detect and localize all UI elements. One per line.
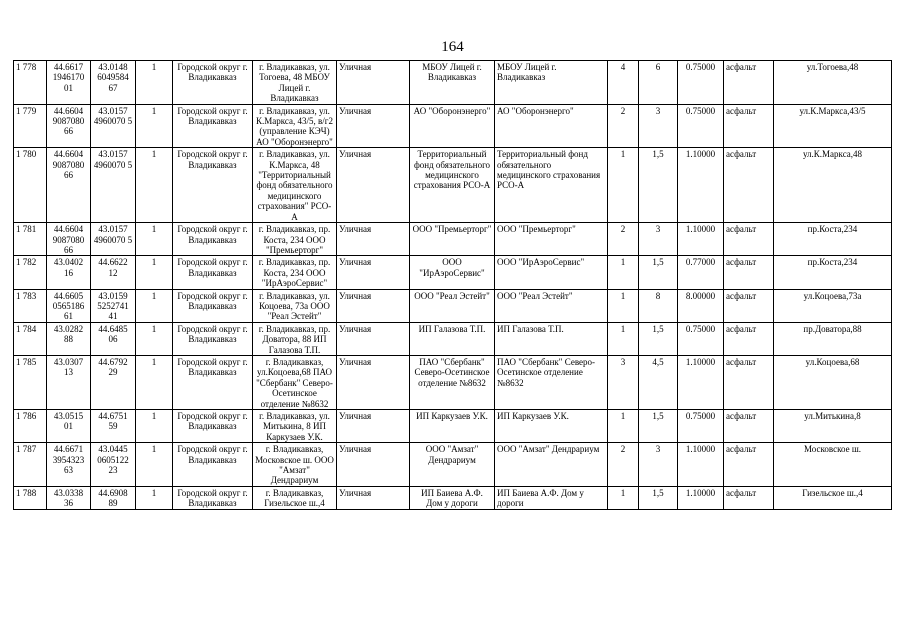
owner-cell: ИП Галазова Т.П. bbox=[410, 322, 495, 355]
district-cell: Городской округ г. Владикавказ bbox=[173, 256, 253, 289]
area-cell: 0.77000 bbox=[678, 256, 724, 289]
table-row bbox=[14, 148, 892, 223]
volume-cell: 1,5 bbox=[639, 322, 678, 355]
container-count-cell: 2 bbox=[608, 223, 639, 256]
address-cell: г. Владикавказ, ул. К.Маркса, 48 "Территориальный фонд обязательного медицинского страхования" РСО-А bbox=[253, 148, 337, 223]
operator-cell: ООО "Реал Эстейт" bbox=[495, 289, 608, 322]
location-cell: ул.К.Маркса,48 bbox=[774, 148, 892, 223]
table-row bbox=[14, 289, 892, 322]
longitude-cell: 43.0157 4960070 5 bbox=[91, 223, 136, 256]
operator-cell: ИП Баиева А.Ф. Дом у дороги bbox=[495, 486, 608, 509]
unit-cell: 1 bbox=[136, 61, 173, 105]
surface-cell: асфальт bbox=[724, 322, 774, 355]
table-row bbox=[14, 61, 892, 105]
table-row bbox=[14, 104, 892, 148]
longitude-cell: 43.0157 4960070 5 bbox=[91, 148, 136, 223]
longitude-cell: 43.0148 6049584 67 bbox=[91, 61, 136, 105]
district-cell: Городской округ г. Владикавказ bbox=[173, 223, 253, 256]
table-row bbox=[14, 443, 892, 487]
operator-cell: ООО "Премьерторг" bbox=[495, 223, 608, 256]
owner-cell: ИП Каркузаев У.К. bbox=[410, 410, 495, 443]
container-count-cell: 1 bbox=[608, 289, 639, 322]
row-number: 1 782 bbox=[14, 256, 47, 289]
area-cell: 0.75000 bbox=[678, 104, 724, 148]
type-cell: Уличная bbox=[337, 61, 410, 105]
unit-cell: 1 bbox=[136, 486, 173, 509]
location-cell: Московское ш. bbox=[774, 443, 892, 487]
owner-cell: ООО "Реал Эстейт" bbox=[410, 289, 495, 322]
longitude-cell: 43.0157 4960070 5 bbox=[91, 104, 136, 148]
surface-cell: асфальт bbox=[724, 486, 774, 509]
row-number: 1 788 bbox=[14, 486, 47, 509]
longitude-cell: 44.6908 89 bbox=[91, 486, 136, 509]
operator-cell: ИП Каркузаев У.К. bbox=[495, 410, 608, 443]
table-row bbox=[14, 355, 892, 409]
row-number: 1 779 bbox=[14, 104, 47, 148]
row-number: 1 778 bbox=[14, 61, 47, 105]
area-cell: 1.10000 bbox=[678, 486, 724, 509]
address-cell: г. Владикавказ, ул. К.Маркса, 43/5, в/г2 (управление КЭЧ) АО "Оборонэнерго" bbox=[253, 104, 337, 148]
area-cell: 1.10000 bbox=[678, 223, 724, 256]
type-cell: Уличная bbox=[337, 486, 410, 509]
type-cell: Уличная bbox=[337, 104, 410, 148]
unit-cell: 1 bbox=[136, 256, 173, 289]
surface-cell: асфальт bbox=[724, 61, 774, 105]
container-count-cell: 2 bbox=[608, 443, 639, 487]
address-cell: г. Владикавказ, ул.Коцоева,68 ПАО "Сбербанк" Северо-Осетинское отделение №8632 bbox=[253, 355, 337, 409]
location-cell: ул.Коцоева,73а bbox=[774, 289, 892, 322]
district-cell: Городской округ г. Владикавказ bbox=[173, 104, 253, 148]
table-row bbox=[14, 486, 892, 509]
surface-cell: асфальт bbox=[724, 223, 774, 256]
volume-cell: 1,5 bbox=[639, 148, 678, 223]
row-number: 1 785 bbox=[14, 355, 47, 409]
latitude-cell: 44.6671 3954323 63 bbox=[47, 443, 91, 487]
row-number: 1 781 bbox=[14, 223, 47, 256]
type-cell: Уличная bbox=[337, 148, 410, 223]
operator-cell: Территориальный фонд обязательного медицинского страхования РСО-А bbox=[495, 148, 608, 223]
container-count-cell: 1 bbox=[608, 486, 639, 509]
unit-cell: 1 bbox=[136, 148, 173, 223]
volume-cell: 4,5 bbox=[639, 355, 678, 409]
type-cell: Уличная bbox=[337, 410, 410, 443]
container-count-cell: 1 bbox=[608, 322, 639, 355]
type-cell: Уличная bbox=[337, 256, 410, 289]
operator-cell: АО "Оборонэнерго" bbox=[495, 104, 608, 148]
volume-cell: 1,5 bbox=[639, 410, 678, 443]
row-number: 1 784 bbox=[14, 322, 47, 355]
district-cell: Городской округ г. Владикавказ bbox=[173, 443, 253, 487]
volume-cell: 3 bbox=[639, 223, 678, 256]
owner-cell: ООО "ИрАэроСервис" bbox=[410, 256, 495, 289]
district-cell: Городской округ г. Владикавказ bbox=[173, 322, 253, 355]
unit-cell: 1 bbox=[136, 104, 173, 148]
container-count-cell: 2 bbox=[608, 104, 639, 148]
operator-cell: ООО "Амзат" Дендрариум bbox=[495, 443, 608, 487]
address-cell: г. Владикавказ, пр. Коста, 234 ООО "Премьерторг" bbox=[253, 223, 337, 256]
table-row bbox=[14, 223, 892, 256]
area-cell: 0.75000 bbox=[678, 410, 724, 443]
operator-cell: ПАО "Сбербанк" Северо-Осетинское отделение №8632 bbox=[495, 355, 608, 409]
area-cell: 1.10000 bbox=[678, 355, 724, 409]
area-cell: 0.75000 bbox=[678, 322, 724, 355]
volume-cell: 3 bbox=[639, 443, 678, 487]
latitude-cell: 44.6604 9087080 66 bbox=[47, 104, 91, 148]
owner-cell: ООО "Амзат" Дендрариум bbox=[410, 443, 495, 487]
owner-cell: ИП Баиева А.Ф. Дом у дороги bbox=[410, 486, 495, 509]
type-cell: Уличная bbox=[337, 322, 410, 355]
location-cell: ул.Митькина,8 bbox=[774, 410, 892, 443]
district-cell: Городской округ г. Владикавказ bbox=[173, 148, 253, 223]
district-cell: Городской округ г. Владикавказ bbox=[173, 486, 253, 509]
container-count-cell: 1 bbox=[608, 256, 639, 289]
area-cell: 8.00000 bbox=[678, 289, 724, 322]
operator-cell: ИП Галазова Т.П. bbox=[495, 322, 608, 355]
latitude-cell: 44.6605 0565186 61 bbox=[47, 289, 91, 322]
latitude-cell: 44.6604 9087080 66 bbox=[47, 223, 91, 256]
unit-cell: 1 bbox=[136, 443, 173, 487]
longitude-cell: 44.6792 29 bbox=[91, 355, 136, 409]
location-cell: ул.К.Маркса,43/5 bbox=[774, 104, 892, 148]
registry-table bbox=[13, 60, 892, 510]
district-cell: Городской округ г. Владикавказ bbox=[173, 289, 253, 322]
latitude-cell: 43.0282 88 bbox=[47, 322, 91, 355]
owner-cell: ПАО "Сбербанк" Северо-Осетинское отделение №8632 bbox=[410, 355, 495, 409]
row-number: 1 783 bbox=[14, 289, 47, 322]
table-row bbox=[14, 322, 892, 355]
address-cell: г. Владикавказ, ул. Тогоева, 48 МБОУ Лицей г. Владикавказ bbox=[253, 61, 337, 105]
address-cell: г. Владикавказ, Гизельское ш.,4 bbox=[253, 486, 337, 509]
row-number: 1 780 bbox=[14, 148, 47, 223]
address-cell: г. Владикавказ, ул. Коцоева, 73а ООО "Реал Эстейт" bbox=[253, 289, 337, 322]
longitude-cell: 43.0445 0605122 23 bbox=[91, 443, 136, 487]
longitude-cell: 44.6622 12 bbox=[91, 256, 136, 289]
unit-cell: 1 bbox=[136, 223, 173, 256]
surface-cell: асфальт bbox=[724, 256, 774, 289]
unit-cell: 1 bbox=[136, 289, 173, 322]
district-cell: Городской округ г. Владикавказ bbox=[173, 410, 253, 443]
district-cell: Городской округ г. Владикавказ bbox=[173, 61, 253, 105]
table-row bbox=[14, 256, 892, 289]
longitude-cell: 44.6751 59 bbox=[91, 410, 136, 443]
location-cell: Гизельское ш.,4 bbox=[774, 486, 892, 509]
unit-cell: 1 bbox=[136, 355, 173, 409]
table-row bbox=[14, 410, 892, 443]
location-cell: пр.Коста,234 bbox=[774, 223, 892, 256]
unit-cell: 1 bbox=[136, 322, 173, 355]
volume-cell: 1,5 bbox=[639, 486, 678, 509]
location-cell: ул.Коцоева,68 bbox=[774, 355, 892, 409]
page-number: 164 bbox=[441, 39, 464, 55]
type-cell: Уличная bbox=[337, 289, 410, 322]
owner-cell: Территориальный фонд обязательного медицинского страхования РСО-А bbox=[410, 148, 495, 223]
operator-cell: МБОУ Лицей г. Владикавказ bbox=[495, 61, 608, 105]
area-cell: 1.10000 bbox=[678, 148, 724, 223]
latitude-cell: 43.0515 01 bbox=[47, 410, 91, 443]
location-cell: ул.Тогоева,48 bbox=[774, 61, 892, 105]
surface-cell: асфальт bbox=[724, 148, 774, 223]
container-count-cell: 3 bbox=[608, 355, 639, 409]
owner-cell: МБОУ Лицей г. Владикавказ bbox=[410, 61, 495, 105]
latitude-cell: 43.0402 16 bbox=[47, 256, 91, 289]
container-count-cell: 1 bbox=[608, 410, 639, 443]
latitude-cell: 43.0338 36 bbox=[47, 486, 91, 509]
longitude-cell: 43.0159 5252741 41 bbox=[91, 289, 136, 322]
latitude-cell: 44.6604 9087080 66 bbox=[47, 148, 91, 223]
surface-cell: асфальт bbox=[724, 443, 774, 487]
owner-cell: АО "Оборонэнерго" bbox=[410, 104, 495, 148]
area-cell: 0.75000 bbox=[678, 61, 724, 105]
container-count-cell: 1 bbox=[608, 148, 639, 223]
location-cell: пр.Коста,234 bbox=[774, 256, 892, 289]
operator-cell: ООО "ИрАэроСервис" bbox=[495, 256, 608, 289]
volume-cell: 8 bbox=[639, 289, 678, 322]
address-cell: г. Владикавказ, пр. Коста, 234 ООО "ИрАэроСервис" bbox=[253, 256, 337, 289]
volume-cell: 1,5 bbox=[639, 256, 678, 289]
row-number: 1 786 bbox=[14, 410, 47, 443]
surface-cell: асфальт bbox=[724, 104, 774, 148]
type-cell: Уличная bbox=[337, 223, 410, 256]
latitude-cell: 43.0307 13 bbox=[47, 355, 91, 409]
type-cell: Уличная bbox=[337, 443, 410, 487]
surface-cell: асфальт bbox=[724, 410, 774, 443]
unit-cell: 1 bbox=[136, 410, 173, 443]
address-cell: г. Владикавказ, Московское ш. ООО "Амзат" Дендрариум bbox=[253, 443, 337, 487]
surface-cell: асфальт bbox=[724, 355, 774, 409]
longitude-cell: 44.6485 06 bbox=[91, 322, 136, 355]
latitude-cell: 44.6617 1946170 01 bbox=[47, 61, 91, 105]
address-cell: г. Владикавказ, ул. Митькина, 8 ИП Каркузаев У.К. bbox=[253, 410, 337, 443]
owner-cell: ООО "Премьерторг" bbox=[410, 223, 495, 256]
address-cell: г. Владикавказ, пр. Доватора, 88 ИП Галазова Т.П. bbox=[253, 322, 337, 355]
area-cell: 1.10000 bbox=[678, 443, 724, 487]
surface-cell: асфальт bbox=[724, 289, 774, 322]
container-count-cell: 4 bbox=[608, 61, 639, 105]
type-cell: Уличная bbox=[337, 355, 410, 409]
volume-cell: 3 bbox=[639, 104, 678, 148]
volume-cell: 6 bbox=[639, 61, 678, 105]
location-cell: пр.Доватора,88 bbox=[774, 322, 892, 355]
district-cell: Городской округ г. Владикавказ bbox=[173, 355, 253, 409]
row-number: 1 787 bbox=[14, 443, 47, 487]
